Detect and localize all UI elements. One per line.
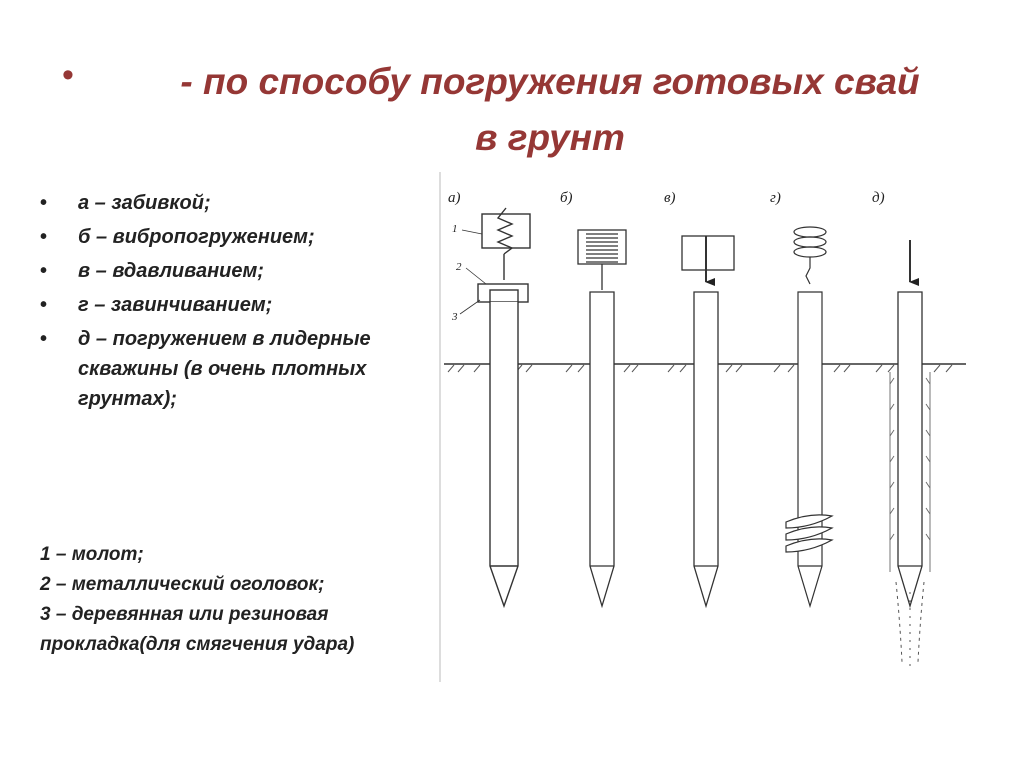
pile-a bbox=[460, 208, 530, 606]
part-label-2: 2 bbox=[456, 261, 462, 273]
pile-body bbox=[590, 292, 614, 606]
pile-v bbox=[682, 236, 734, 606]
pad-box bbox=[490, 290, 518, 302]
title-text bbox=[110, 54, 990, 166]
part-label-3: 3 bbox=[452, 311, 458, 323]
pile-body bbox=[490, 302, 518, 606]
pile-b bbox=[578, 230, 626, 606]
slide-title bbox=[0, 48, 1024, 178]
method-text: д – погружением в лидерные скважины (в очень плотных грунтах); bbox=[78, 328, 371, 410]
screw-blades bbox=[786, 515, 832, 552]
pile-label-a: а) bbox=[448, 190, 461, 206]
method-item-a bbox=[40, 188, 430, 218]
method-item-g bbox=[40, 290, 430, 320]
legend-item-2: 2 – металлический оголовок; bbox=[40, 574, 325, 595]
method-item-v bbox=[40, 256, 430, 286]
legend-item-1: 1 – молот; bbox=[40, 544, 144, 565]
pile-label-b: б) bbox=[560, 190, 573, 206]
leader-1 bbox=[462, 230, 482, 234]
title-line-1: - по способу погружения готовых свай bbox=[180, 61, 920, 102]
methods-list bbox=[40, 188, 430, 418]
legend bbox=[40, 540, 440, 660]
vibrator-coils bbox=[586, 234, 618, 262]
hammer-box bbox=[482, 214, 530, 248]
method-item-d bbox=[40, 324, 430, 414]
title-bullet: • bbox=[62, 56, 74, 94]
bullet: • bbox=[40, 226, 48, 248]
press-box bbox=[682, 236, 734, 270]
screw-spiral bbox=[794, 227, 826, 284]
pile-label-d: д) bbox=[872, 190, 885, 206]
bullet: • bbox=[40, 260, 48, 282]
title-line-2: в грунт bbox=[475, 117, 625, 158]
piles-diagram-svg bbox=[436, 172, 976, 692]
piles-diagram bbox=[436, 172, 976, 692]
method-item-b bbox=[40, 222, 430, 252]
pile-d bbox=[890, 240, 930, 672]
part-label-1: 1 bbox=[452, 223, 458, 235]
method-text: б – вибропогружением; bbox=[78, 226, 315, 248]
pile-body bbox=[694, 292, 718, 606]
vibrator-box bbox=[578, 230, 626, 264]
method-text: в – вдавливанием; bbox=[78, 260, 264, 282]
leader-3 bbox=[460, 300, 480, 314]
bullet: • bbox=[40, 294, 48, 316]
method-text: г – завинчиванием; bbox=[78, 294, 273, 316]
method-text: а – забивкой; bbox=[78, 192, 211, 214]
bullet: • bbox=[40, 192, 48, 214]
legend-item-3: 3 – деревянная или резиновая прокладка(для смягчения удара) bbox=[40, 604, 355, 655]
pile-g bbox=[786, 227, 832, 606]
leader-2 bbox=[466, 268, 486, 284]
pile-label-g: г) bbox=[770, 190, 781, 206]
bullet: • bbox=[40, 328, 48, 350]
pile-body bbox=[798, 292, 822, 606]
pile-label-v: в) bbox=[664, 190, 676, 206]
pile-body bbox=[898, 292, 922, 606]
